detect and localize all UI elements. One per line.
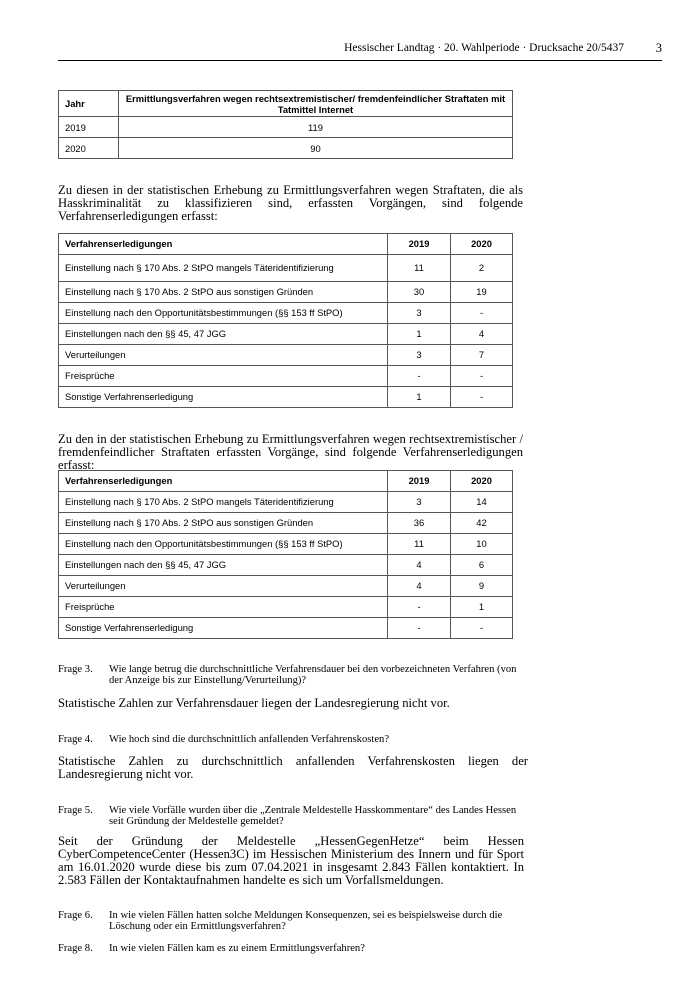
question-text: Wie lange betrug die durchschnittliche Verfahrensdauer bei den vorbezeichneten Verfahren (von der Anzeige bis zur Einstellung/Verurteilung)? (109, 664, 517, 686)
question-label: Frage 6. (58, 910, 93, 921)
table-row (59, 597, 513, 618)
cell-2019: - (388, 618, 451, 639)
row-label: Einstellung nach den Opportunitätsbestimmungen (§§ 153 ff StPO) (59, 303, 388, 324)
cell-2019: 1 (388, 387, 451, 408)
question-text: In wie vielen Fällen kam es zu einem Ermittlungsverfahren? (109, 943, 365, 954)
table-row (59, 555, 513, 576)
row-label: Freisprüche (59, 597, 388, 618)
cell-2020: 19 (451, 282, 513, 303)
cell-2019: 4 (388, 555, 451, 576)
cell-2019: 36 (388, 513, 451, 534)
cell-2020: 7 (451, 345, 513, 366)
table-row (59, 282, 513, 303)
cell-2020: - (451, 618, 513, 639)
answer-4: Statistische Zahlen zu durchschnittlich anfallenden Verfahrenskosten liegen der Landesregierung nicht vor. (58, 754, 528, 781)
value-cell: 119 (119, 117, 513, 138)
cell-2020: 42 (451, 513, 513, 534)
paragraph-right-wing: Zu den in der statistischen Erhebung zu Ermittlungsverfahren wegen rechtsextremistischer / fremdenfeindlicher Straftaten erfassten Vorgänge, sind folgende Verfahrenserledigungen erfasst: (58, 432, 523, 472)
cell-2019: 3 (388, 345, 451, 366)
row-label: Sonstige Verfahrenserledigung (59, 618, 388, 639)
cell-2019: 11 (388, 534, 451, 555)
table-row (59, 576, 513, 597)
column-header-year: Jahr (59, 91, 119, 117)
question-text: In wie vielen Fällen hatten solche Meldungen Konsequenzen, sei es beispielsweise durch die Löschung oder ein Ermittlungsverfahren? (109, 910, 503, 932)
cell-2020: - (451, 366, 513, 387)
table-hate-crime-outcomes (58, 233, 513, 408)
running-header: Hessischer Landtag · 20. Wahlperiode · Drucksache 20/5437 (344, 42, 624, 54)
table-header-row (59, 471, 513, 492)
table-row (59, 387, 513, 408)
cell-2019: - (388, 366, 451, 387)
cell-2020: 10 (451, 534, 513, 555)
row-label: Einstellung nach § 170 Abs. 2 StPO aus sonstigen Gründen (59, 282, 388, 303)
answer-5: Seit der Gründung der Meldestelle „HessenGegenHetze“ beim Hessen CyberCompetenceCenter (Hessen3C) im Hessischen Ministerium des Innern und für Sport am 16.01.2020 wurde diese bis zum 07.04.2021 in insgesamt 2.843 Fällen kontaktiert. In 2.583 Fällen der Kontaktaufnahmen handelte es sich um Vorfallsmeldungen. (58, 834, 524, 887)
table-row (59, 534, 513, 555)
table-row (59, 513, 513, 534)
cell-2019: - (388, 597, 451, 618)
page-number: 3 (655, 41, 662, 55)
cell-2020: 14 (451, 492, 513, 513)
column-header-2020: 2020 (451, 234, 513, 255)
row-label: Einstellung nach § 170 Abs. 2 StPO mangels Täteridentifizierung (59, 255, 388, 282)
row-label: Sonstige Verfahrenserledigung (59, 387, 388, 408)
cell-2019: 1 (388, 324, 451, 345)
table-header-row (59, 91, 513, 117)
question-8 (58, 943, 533, 955)
cell-2019: 11 (388, 255, 451, 282)
row-label: Freisprüche (59, 366, 388, 387)
cell-2020: 9 (451, 576, 513, 597)
cell-2020: - (451, 303, 513, 324)
table-row (59, 138, 513, 159)
column-header-label: Verfahrenserledigungen (59, 234, 388, 255)
value-cell: 90 (119, 138, 513, 159)
column-header-2019: 2019 (388, 471, 451, 492)
cell-2019: 3 (388, 492, 451, 513)
row-label: Einstellung nach den Opportunitätsbestimmungen (§§ 153 ff StPO) (59, 534, 388, 555)
table-row (59, 345, 513, 366)
cell-2020: 6 (451, 555, 513, 576)
year-cell: 2019 (59, 117, 119, 138)
cell-2020: 1 (451, 597, 513, 618)
cell-2019: 3 (388, 303, 451, 324)
cell-2020: 2 (451, 255, 513, 282)
table-row (59, 117, 513, 138)
question-6 (58, 910, 533, 934)
column-header-title: Ermittlungsverfahren wegen rechtsextremistischer/ fremdenfeindlicher Straftaten mit Tatmittel Internet (119, 91, 513, 117)
table-row (59, 255, 513, 282)
row-label: Einstellungen nach den §§ 45, 47 JGG (59, 324, 388, 345)
year-cell: 2020 (59, 138, 119, 159)
question-4 (58, 734, 533, 746)
row-label: Einstellung nach § 170 Abs. 2 StPO mangels Täteridentifizierung (59, 492, 388, 513)
page-header (58, 42, 662, 61)
question-text: Wie hoch sind die durchschnittlich anfallenden Verfahrenskosten? (109, 734, 390, 745)
answer-3: Statistische Zahlen zur Verfahrensdauer liegen der Landesregierung nicht vor. (58, 696, 450, 710)
row-label: Verurteilungen (59, 345, 388, 366)
table-row (59, 303, 513, 324)
row-label: Einstellung nach § 170 Abs. 2 StPO aus sonstigen Gründen (59, 513, 388, 534)
row-label: Verurteilungen (59, 576, 388, 597)
column-header-2020: 2020 (451, 471, 513, 492)
question-label: Frage 5. (58, 805, 93, 816)
cell-2019: 30 (388, 282, 451, 303)
table-row (59, 492, 513, 513)
table-row (59, 366, 513, 387)
question-label: Frage 8. (58, 943, 93, 954)
cell-2019: 4 (388, 576, 451, 597)
question-text: Wie viele Vorfälle wurden über die „Zentrale Meldestelle Hasskommentare“ des Landes Hessen seit Gründung der Meldestelle gemeldet? (109, 805, 517, 827)
cell-2020: - (451, 387, 513, 408)
question-3 (58, 664, 533, 688)
question-label: Frage 3. (58, 664, 93, 675)
table-internet-cases (58, 90, 513, 159)
table-header-row (59, 234, 513, 255)
column-header-2019: 2019 (388, 234, 451, 255)
table-row (59, 324, 513, 345)
question-label: Frage 4. (58, 734, 93, 745)
table-row (59, 618, 513, 639)
question-5 (58, 805, 533, 829)
row-label: Einstellungen nach den §§ 45, 47 JGG (59, 555, 388, 576)
column-header-label: Verfahrenserledigungen (59, 471, 388, 492)
table-right-wing-outcomes (58, 470, 513, 639)
cell-2020: 4 (451, 324, 513, 345)
paragraph-hate-crime: Zu diesen in der statistischen Erhebung zu Ermittlungsverfahren wegen Straftaten, die als Hasskriminalität zu klassifizieren sind, erfassten Vorgängen, sind folgende Verfahrenserledigungen erfasst: (58, 183, 523, 223)
